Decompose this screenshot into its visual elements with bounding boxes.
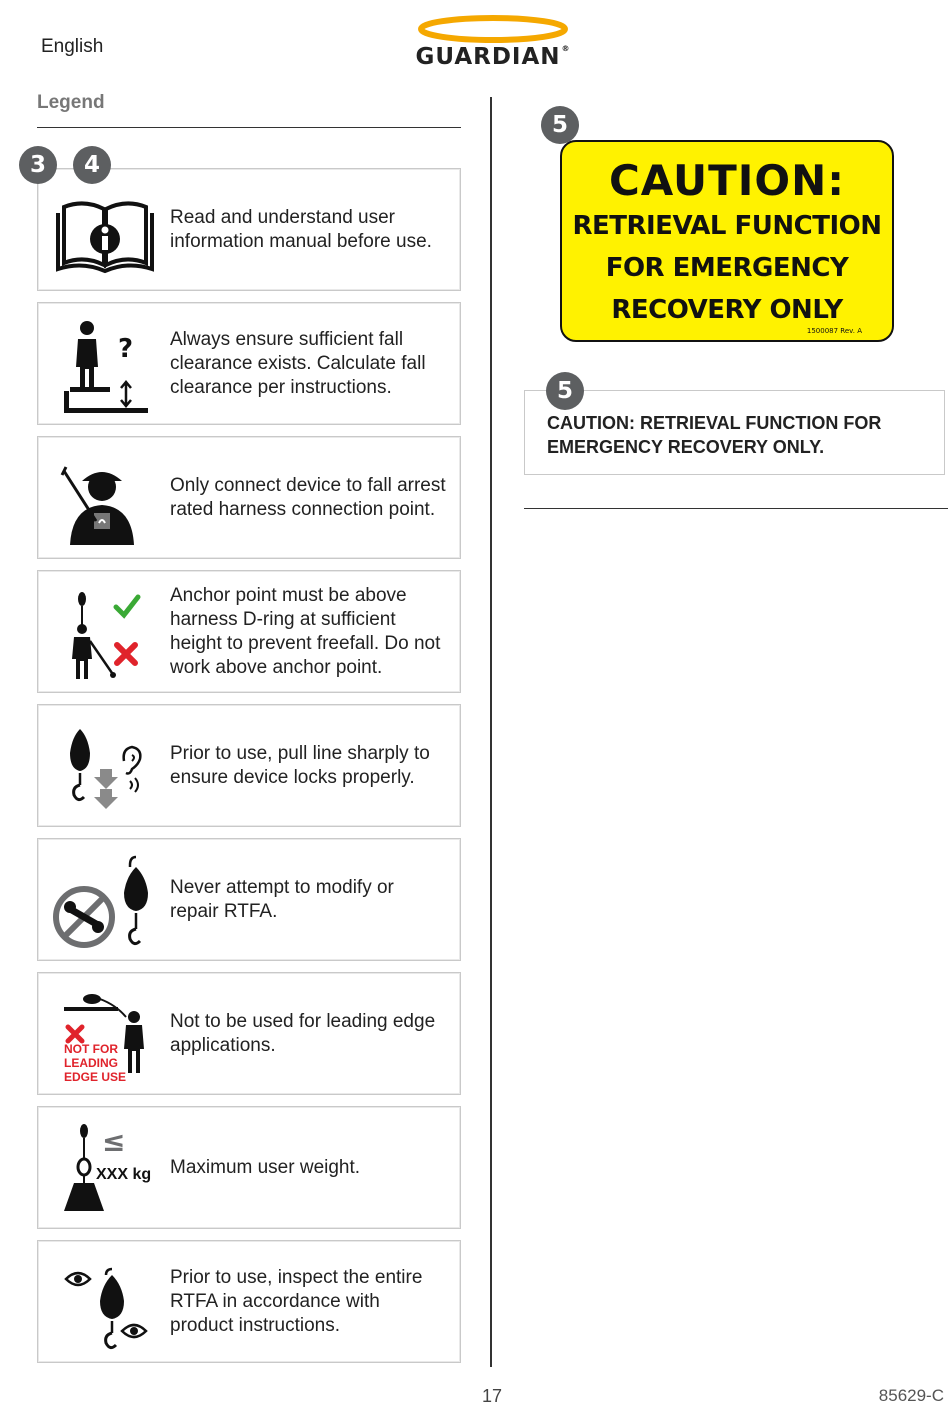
caution-text-box xyxy=(524,390,945,475)
anchor-above-icon xyxy=(50,579,160,683)
legend-item xyxy=(37,168,461,291)
legend-item-text: Anchor point must be above harness D-ring at sufficient height to prevent freefall. Do not work above anchor point. xyxy=(170,584,441,678)
legend-title: Legend xyxy=(37,92,105,113)
legend-item-text: Prior to use, pull line sharply to ensure device locks properly. xyxy=(170,742,430,788)
legend-item xyxy=(37,436,461,559)
legend-item-text: Prior to use, inspect the entire RTFA in accordance with product instructions. xyxy=(170,1266,423,1336)
harness-connection-icon xyxy=(50,445,160,549)
legend-item-text: Not to be used for leading edge applications. xyxy=(170,1010,436,1056)
svg-text:?: ? xyxy=(118,334,134,364)
document-code: 85629-C xyxy=(878,1386,944,1405)
logo-swoosh-icon xyxy=(416,14,570,44)
weight-label: XXX kg xyxy=(96,1166,152,1183)
no-modify-icon xyxy=(50,847,160,951)
caution-line-2: FOR EMERGENCY xyxy=(605,253,849,283)
brand-name: GUARDIAN xyxy=(415,44,561,70)
legend-item xyxy=(37,1240,461,1363)
no-leading-edge-label-2: LEADING xyxy=(64,1056,118,1070)
legend-item xyxy=(37,1106,461,1229)
caution-text: CAUTION: RETRIEVAL FUNCTION FOR EMERGENCY RECOVERY ONLY. xyxy=(547,413,882,457)
less-equal-icon: ≤ xyxy=(102,1125,126,1158)
brand-mark: ® xyxy=(561,44,571,53)
legend-item xyxy=(37,838,461,961)
legend-item-text: Always ensure sufficient fall clearance exists. Calculate fall clearance per instructions. xyxy=(170,328,426,398)
badge-5-sign: 5 xyxy=(541,106,579,144)
legend-item-text: Read and understand user information manual before use. xyxy=(170,206,432,252)
badge-4: 4 xyxy=(73,146,111,184)
no-leading-edge-label-1: NOT FOR xyxy=(64,1042,118,1056)
badge-3: 3 xyxy=(19,146,57,184)
pull-test-icon xyxy=(50,713,160,817)
legend-item xyxy=(37,972,461,1095)
caution-label-sign xyxy=(560,140,894,342)
label-part-code: 1500087 Rev. A xyxy=(806,327,862,335)
legend-item xyxy=(37,570,461,693)
legend-item xyxy=(37,704,461,827)
manual-info-icon xyxy=(50,177,160,281)
no-leading-edge-label-3: EDGE USE xyxy=(64,1070,127,1084)
legend-item-text: Maximum user weight. xyxy=(170,1156,361,1178)
caution-line-1: RETRIEVAL FUNCTION xyxy=(572,211,882,241)
page-number: 17 xyxy=(482,1386,503,1406)
badge-5-text: 5 xyxy=(546,372,584,410)
max-weight-icon xyxy=(50,1115,160,1219)
caution-line-3: RECOVERY ONLY xyxy=(611,295,843,325)
fall-clearance-icon xyxy=(50,311,160,415)
right-divider xyxy=(524,508,948,509)
legend-divider xyxy=(37,127,461,128)
language-label: English xyxy=(41,36,104,57)
guardian-logo xyxy=(398,14,588,70)
column-divider xyxy=(490,97,492,1367)
caution-heading: CAUTION: xyxy=(608,156,846,205)
legend-item-text: Only connect device to fall arrest rated harness connection point. xyxy=(170,474,446,520)
no-leading-edge-icon xyxy=(50,981,160,1085)
inspect-icon xyxy=(50,1249,160,1353)
legend-item-text: Never attempt to modify or repair RTFA. xyxy=(170,876,394,922)
legend-item xyxy=(37,302,461,425)
